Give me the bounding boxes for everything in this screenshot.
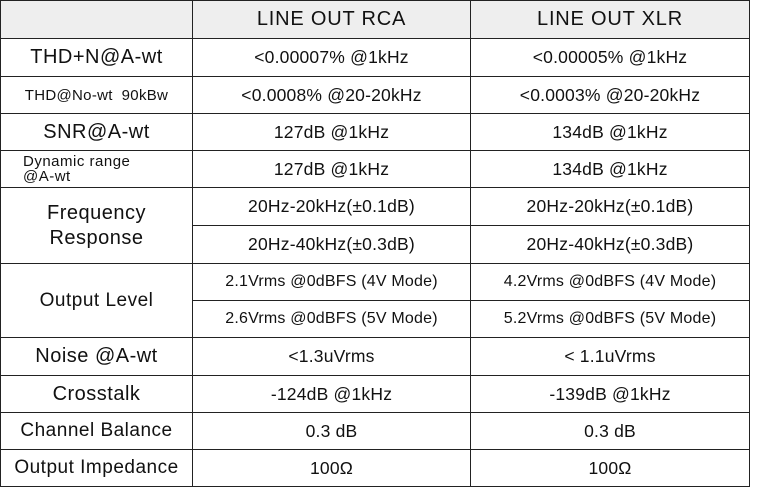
row-label-thd-n: THD+N@A-wt <box>1 39 193 77</box>
dynamic-range-label-line2: @A-wt <box>23 168 71 185</box>
xlr-value-thd: <0.0003% @20-20kHz <box>471 77 750 114</box>
xlr-value-snr: 134dB @1kHz <box>471 114 750 151</box>
row-snr <box>1 114 750 151</box>
rca-value-crosstalk: -124dB @1kHz <box>193 376 471 413</box>
row-label-output-impedance: Output Impedance <box>1 450 193 487</box>
row-label-dynamic-range <box>1 151 193 188</box>
row-channel-balance <box>1 413 750 450</box>
frequency-label-line2: Response <box>49 226 144 249</box>
xlr-value-crosstalk: -139dB @1kHz <box>471 376 750 413</box>
dynamic-range-label-line1: Dynamic range <box>23 153 131 170</box>
xlr-value-dynamic-range: 134dB @1kHz <box>471 151 750 188</box>
row-dynamic-range <box>1 151 750 188</box>
header-blank-cell <box>1 1 193 39</box>
rca-value-frequency-40k: 20Hz-40kHz(±0.3dB) <box>193 226 471 264</box>
row-label-thd: THD@No-wt 90kBw <box>1 77 193 114</box>
xlr-value-noise: < 1.1uVrms <box>471 338 750 376</box>
xlr-value-frequency-20k: 20Hz-20kHz(±0.1dB) <box>471 188 750 226</box>
rca-value-frequency-20k: 20Hz-20kHz(±0.1dB) <box>193 188 471 226</box>
rca-value-output-level-4v: 2.1Vrms @0dBFS (4V Mode) <box>193 264 471 301</box>
row-label-output-level: Output Level <box>1 264 193 338</box>
row-label-frequency-response <box>1 188 193 264</box>
rca-value-channel-balance: 0.3 dB <box>193 413 471 450</box>
row-thd <box>1 77 750 114</box>
rca-value-dynamic-range: 127dB @1kHz <box>193 151 471 188</box>
rca-value-output-level-5v: 2.6Vrms @0dBFS (5V Mode) <box>193 301 471 338</box>
rca-value-noise: <1.3uVrms <box>193 338 471 376</box>
rca-value-thd: <0.0008% @20-20kHz <box>193 77 471 114</box>
rca-value-output-impedance: 100Ω <box>193 450 471 487</box>
row-label-crosstalk: Crosstalk <box>1 376 193 413</box>
frequency-label-line1: Frequency <box>47 201 146 224</box>
row-label-snr: SNR@A-wt <box>1 114 193 151</box>
xlr-value-thd-n: <0.00005% @1kHz <box>471 39 750 77</box>
header-row <box>1 1 750 39</box>
header-line-out-xlr: LINE OUT XLR <box>471 1 750 39</box>
rca-value-thd-n: <0.00007% @1kHz <box>193 39 471 77</box>
row-frequency-response-1 <box>1 188 750 226</box>
xlr-value-output-level-4v: 4.2Vrms @0dBFS (4V Mode) <box>471 264 750 301</box>
row-label-channel-balance: Channel Balance <box>1 413 193 450</box>
xlr-value-frequency-40k: 20Hz-40kHz(±0.3dB) <box>471 226 750 264</box>
row-crosstalk <box>1 376 750 413</box>
row-label-noise: Noise @A-wt <box>1 338 193 376</box>
header-line-out-rca: LINE OUT RCA <box>193 1 471 39</box>
row-noise <box>1 338 750 376</box>
xlr-value-output-level-5v: 5.2Vrms @0dBFS (5V Mode) <box>471 301 750 338</box>
row-thd-n <box>1 39 750 77</box>
rca-value-snr: 127dB @1kHz <box>193 114 471 151</box>
xlr-value-channel-balance: 0.3 dB <box>471 413 750 450</box>
row-output-level-1 <box>1 264 750 301</box>
row-output-impedance <box>1 450 750 487</box>
xlr-value-output-impedance: 100Ω <box>471 450 750 487</box>
